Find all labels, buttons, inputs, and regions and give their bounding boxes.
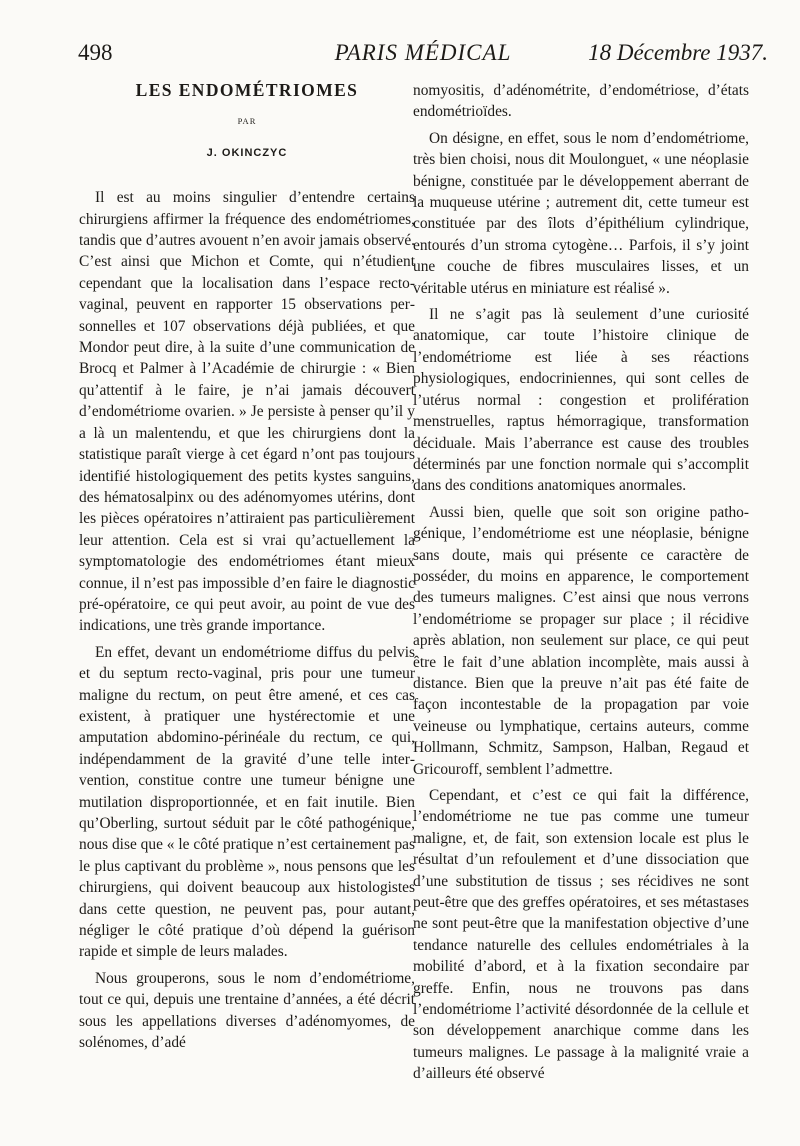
paragraph: Aussi bien, quelle que soit son origine pathogénique, l’endométriome est une néoplasie, bénigne sans doute, mais qui présente ce caractère de posséder, du moins en apparence, le comportement des tumeurs malignes. C’est ainsi que nous verrons l’endométriome se propager sur place ; il récidive après ablation, non seulement sur place, ce qui peut être le fait d’une ablation incomplète, mais aussi à distance. Bien que la preuve n’ait pas été faite de façon incontestable de la propagation par voie veineuse ou lymphatique, certains auteurs, comme Hollmann, Schmitz, Sampson, Halban, Regaud et Gricouroff, semblent l’admettre.: [413, 503, 749, 778]
paragraph-continued: nomyositis, d’adénométrite, d’endométriose, d’états endométrioïdes.: [413, 82, 749, 121]
article-author: J. OKINCZYC: [206, 146, 288, 159]
paragraph: En effet, devant un endométriome diffus du pelvis et du septum recto-vaginal, pris pour une tumeur maligne du rectum, on peut être amené, et ces cas existent, à pratiquer une hystérectomie et une amputation abdomino-périnéale du rectum, ce qui, indépendamment de la gravité d’une telle intervention, constitue contre une tumeur bénigne une mutilation disproportionnée, et en fait inutile. Bien qu’Oberling, surtout séduit par le côté pathogénique, nous dise que « le côté pratique n’est certainement pas le plus captivant du problème », nous pensons que les chirurgiens, qui doivent beaucoup aux histologistes dans cette question, ne peuvent pas, pour autant, négliger le côté pratique d’où dépend la guérison rapide et simple de leurs malades.: [79, 643, 415, 961]
paragraph: Cependant, et c’est ce qui fait la différence, l’endométriome ne tue pas comme une tumeur maligne, et, de fait, son extension locale est plus le résultat d’un refoulement et d’une dissociation que d’une substitution de tissus ; ses récidives ne sont peut-être que des greffes opératoires, et ses métastases ne sont peut-être que la manifestation objective d’une tendance naturelle des cellules endométriales à la mobilité d’abord, et à la fixation secondaire par greffe. Enfin, nous ne trouvons pas dans l’endométriome l’activité désordonnée de la cellule et son développement anarchique comme dans les tumeurs malignes. Le passage à la malignité vraie a d’ailleurs été observé: [413, 787, 749, 1083]
running-header: [78, 40, 768, 74]
issue-date: 18 Décembre 1937.: [588, 40, 768, 65]
article-title: LES ENDOMÉTRIOMES: [135, 80, 359, 100]
paragraph: Nous grouperons, sous le nom d’endométriome, tout ce qui, depuis une trentaine d’années, a été décrit sous les appellations diverses d’adénomyomes, de solénomes, d’adé: [79, 969, 415, 1052]
byline-par: PAR: [237, 116, 257, 127]
page-number: 498: [78, 40, 113, 65]
paragraph: On désigne, en effet, sous le nom d’endométriome, très bien choisi, nous dit Moulonguet, « une néoplasie bénigne, constituée par le développement aberrant de la muqueuse utérine ; autrement dit, cette tumeur est constituée par des îlots d’épithélium cylindrique, entourés d’un stroma cytogène… Parfois, il s’y joint une couche de fibres musculaires lisses, et un véritable utérus en miniature est réalisé ».: [413, 129, 749, 297]
right-column: [413, 80, 749, 1090]
paragraph: Il ne s’agit pas là seulement d’une curiosité anatomique, car toute l’histoire clinique de l’endométriome est liée à ses réactions physiologiques, endocriniennes, qui sont celles de l’utérus normal : congestion et prolifération menstruelles, raptus hémorragique, transformation déciduale. Mais l’aberrance est cause des troubles déterminés par une fonction normale qui s’accomplit dans des conditions anatomiques anormales.: [413, 306, 749, 495]
paragraph: Il est au moins singulier d’entendre certains chirurgiens affirmer la fréquence des endométriomes, tandis que d’autres avouent n’en avoir jamais observé. C’est ainsi que Michon et Comte, qui n’étudient cependant que la localisation dans l’espace recto-vaginal, peuvent en rapporter 15 observations personnelles et 107 observations déjà publiées, et que Mondor peut dire, à la suite d’une communication de Brocq et Palmer à l’Académie de chirurgie : « Bien qu’attentif à le faire, je n’ai jamais découvert d’endométriome ovarien. » Je persiste à penser qu’il y a là un malentendu, et que les chirurgiens dont la statistique paraît vierge à cet égard n’ont pas toujours identifié histologiquement des petits kystes sanguins, des hématosalpinx ou des adénomyomes utérins, dont les pièces opératoires n’attiraient pas particulièrement leur attention. Cela est si vrai qu’actuellement la symptomatologie des endométriomes étant mieux connue, il n’est pas impossible d’en faire le diagnostic pré-opératoire, ce qui peut avoir, au point de vue des indications, une très grande importance.: [79, 189, 415, 635]
journal-title: PARIS MÉDICAL: [334, 40, 512, 65]
left-column: [79, 80, 415, 1058]
